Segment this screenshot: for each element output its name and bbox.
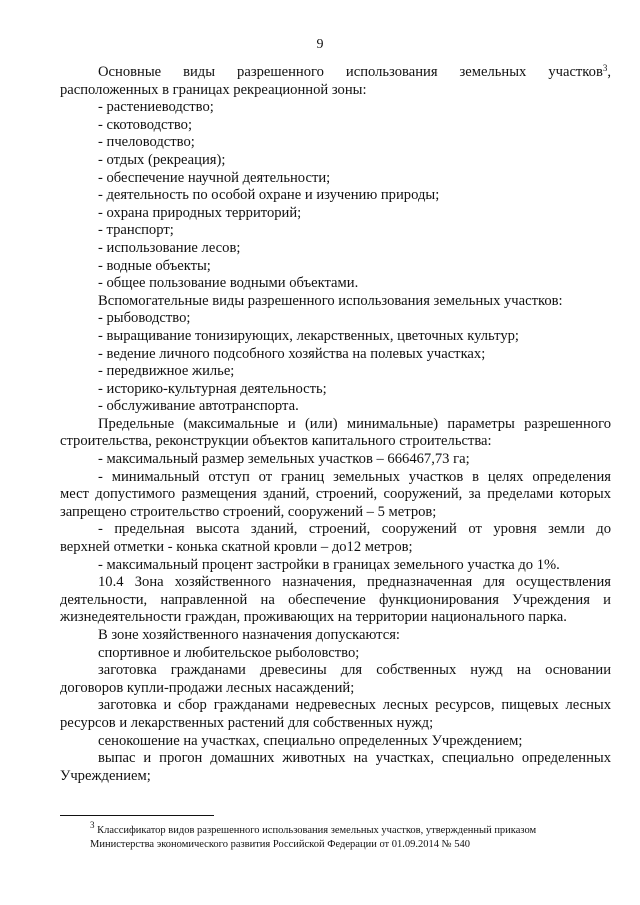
main-use-item: - общее пользование водными объектами. (98, 275, 359, 292)
zone-allowed-item: выпас и прогон домашних животных на участках, специально определенных (98, 750, 611, 767)
footnote (60, 820, 611, 851)
limit-min-offset: запрещено строительство строений, сооружений – 5 метров; (60, 503, 437, 520)
main-use-item: - пчеловодство; (98, 134, 195, 151)
main-use-item: - использование лесов; (98, 239, 241, 256)
zone-allowed-item: Учреждением; (60, 767, 151, 784)
aux-use-item: - историко-культурная деятельность; (98, 380, 327, 397)
footnote-mark: 3 (90, 820, 95, 830)
limit-min-offset: мест допустимого размещения зданий, строений, сооружений, за пределами которых (60, 486, 611, 503)
zone-allowed-item: заготовка и сбор гражданами недревесных лесных ресурсов, пищевых лесных (98, 697, 611, 714)
lead-paragraph-line-1: Основные виды разрешенного использования земельных участков$^3$, (98, 63, 611, 80)
aux-uses-heading: Вспомогательные виды разрешенного использования земельных участков: (98, 292, 563, 309)
main-use-item: - водные объекты; (98, 257, 211, 274)
page-number: 9 (316, 37, 324, 52)
main-use-item: - скотоводство; (98, 116, 193, 133)
zone-allowed-heading: В зоне хозяйственного назначения допускаются: (98, 627, 400, 643)
lead-paragraph-line-2: расположенных в границах рекреационной зоны: (60, 81, 367, 98)
aux-use-item: - выращивание тонизирующих, лекарственных, цветочных культур; (98, 327, 519, 344)
zone-allowed-item: ресурсов и лекарственных растений для собственных нужд; (60, 714, 434, 731)
main-use-item: - транспорт; (98, 222, 174, 239)
footnote-line-2: Министерства экономического развития Российской Федерации от 01.09.2014 № 540 (90, 838, 471, 850)
zone-allowed-item: спортивное и любительское рыболовство; (98, 644, 360, 661)
main-use-item: - деятельность по особой охране и изучению природы; (98, 187, 440, 204)
footnote-ref: 3 (602, 63, 608, 73)
main-use-item: - обеспечение научной деятельности; (98, 169, 331, 186)
limit-max-area: - максимальный размер земельных участков – 666467,73 га; (98, 451, 470, 468)
footnote-line-1: $^3$ Классификатор видов разрешенного использования земельных участков, утвержденный приказом (90, 820, 537, 836)
limits-paragraph: Предельные (максимальные и (или) минимальные) параметры разрешенного (98, 415, 611, 432)
document-body (60, 64, 611, 785)
zone-paragraph: 10.4 Зона хозяйственного назначения, предназначенная для осуществления (98, 574, 611, 591)
footnote-separator (60, 815, 214, 816)
aux-use-item: - ведение личного подсобного хозяйства на полевых участках; (98, 345, 486, 362)
limit-max-percent: - максимальный процент застройки в границах земельного участка до 1%. (98, 556, 560, 573)
limit-min-offset: - минимальный отступ от границ земельных участков в целях определения (98, 468, 611, 485)
aux-use-item: - передвижное жилье; (98, 363, 235, 380)
limit-max-height: - предельная высота зданий, строений, сооружений от уровня земли до (98, 521, 611, 538)
aux-use-item: - обслуживание автотранспорта. (98, 398, 299, 415)
zone-allowed-item: сенокошение на участках, специально определенных Учреждением; (98, 732, 523, 749)
limit-max-height: верхней отметки - конька скатной кровли – до12 метров; (60, 539, 413, 556)
zone-paragraph: деятельности, направленной на обеспечение функционирования Учреждения и (60, 591, 611, 608)
main-use-item: - растениеводство; (98, 99, 214, 116)
zone-allowed-item: договоров купли-продажи лесных насаждений; (60, 679, 355, 696)
zone-paragraph: жизнедеятельности граждан, проживающих на территории национального парка. (60, 609, 567, 626)
main-use-item: - охрана природных территорий; (98, 204, 302, 221)
limits-paragraph: строительства, реконструкции объектов капитального строительства: (60, 433, 492, 450)
zone-allowed-item: заготовка гражданами древесины для собственных нужд на основании (98, 662, 611, 679)
lead-text: Основные виды разрешенного использования земельных участков (98, 64, 603, 80)
aux-use-item: - рыбоводство; (98, 310, 191, 327)
main-use-item: - отдых (рекреация); (98, 151, 226, 168)
